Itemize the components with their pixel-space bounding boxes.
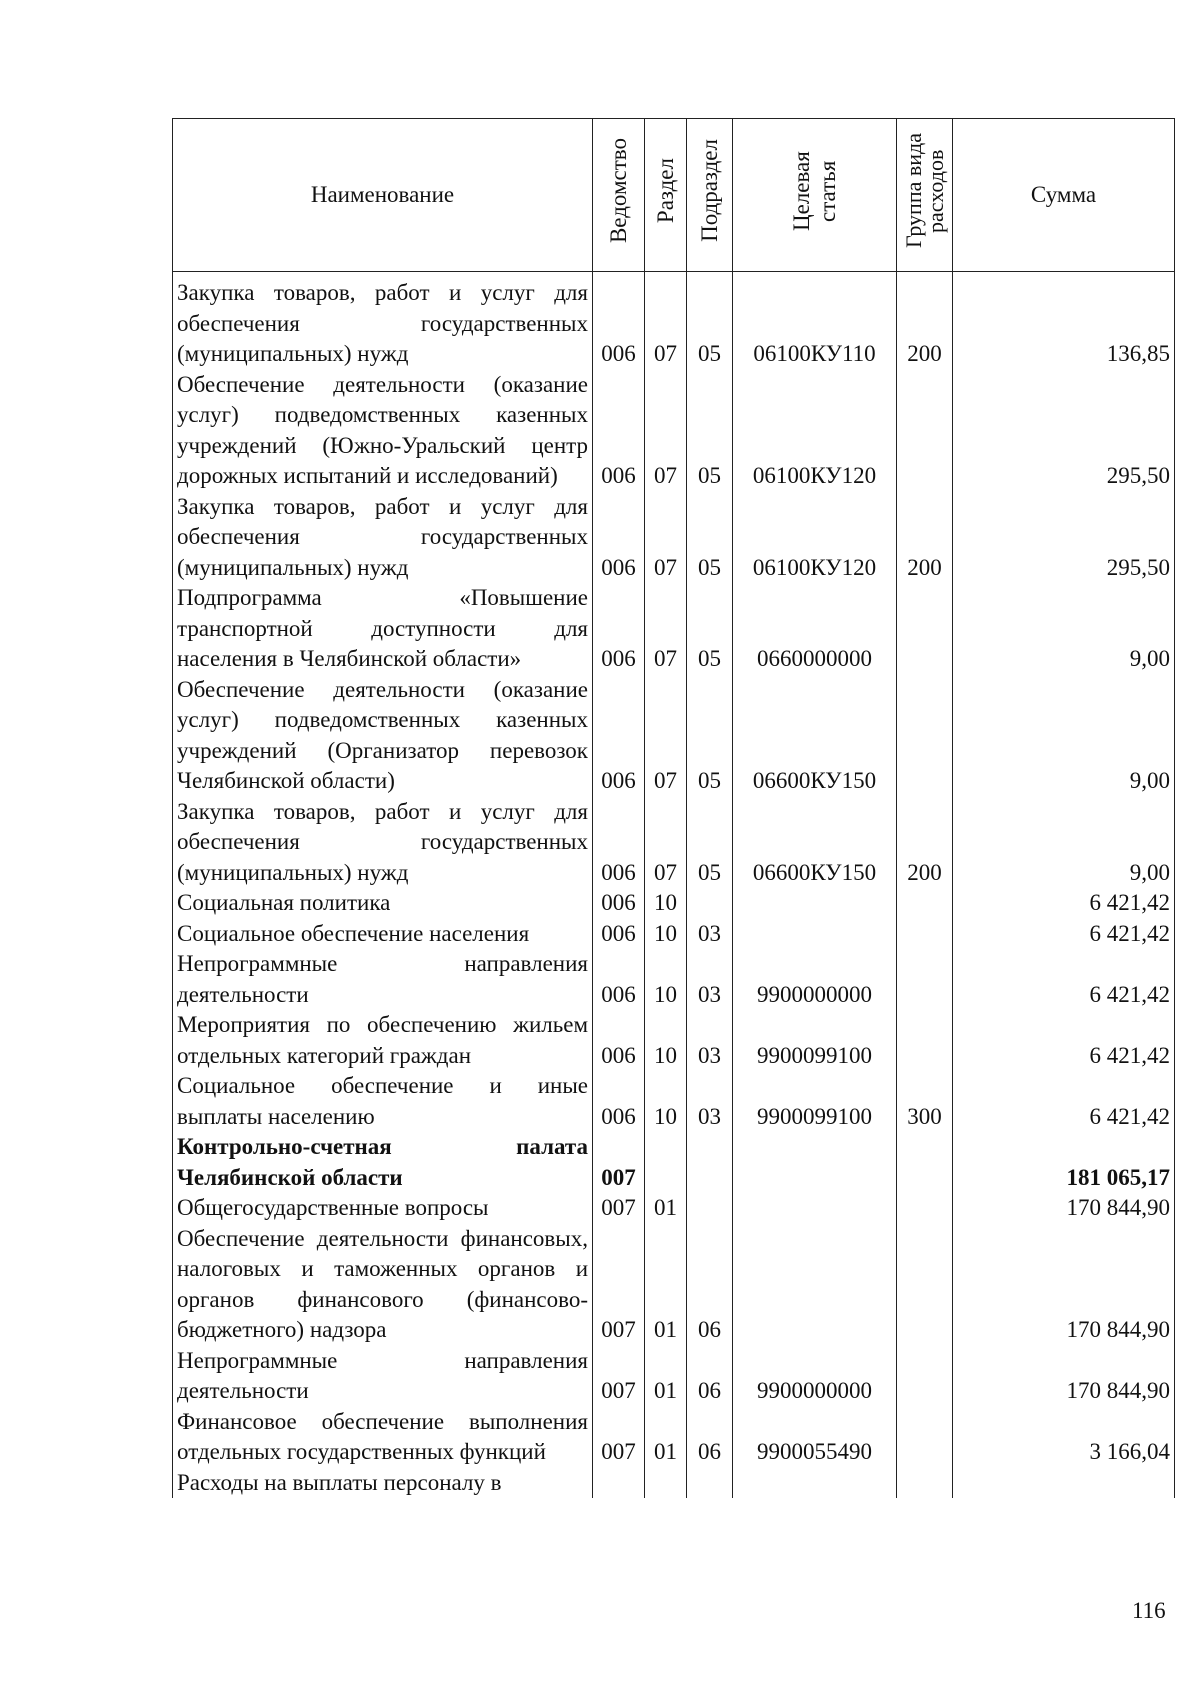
row-name: Непрограммные направления деятельности bbox=[173, 1346, 593, 1407]
table-row bbox=[173, 797, 1175, 889]
row-dept: 006 bbox=[593, 1010, 645, 1071]
row-dept: 007 bbox=[593, 1346, 645, 1407]
row-group bbox=[897, 370, 953, 492]
row-name: Социальное обеспечение и иные выплаты населению bbox=[173, 1071, 593, 1132]
row-name: Закупка товаров, работ и услуг для обеспечения государственных (муниципальных) нужд bbox=[173, 272, 593, 370]
row-name: Мероприятия по обеспечению жильем отдельных категорий граждан bbox=[173, 1010, 593, 1071]
table-row bbox=[173, 1468, 1175, 1499]
table-row bbox=[173, 272, 1175, 370]
row-dept: 007 bbox=[593, 1132, 645, 1193]
row-group bbox=[897, 888, 953, 919]
row-section: 01 bbox=[645, 1224, 687, 1346]
row-name: Общегосударственные вопросы bbox=[173, 1193, 593, 1224]
row-dept: 006 bbox=[593, 370, 645, 492]
row-name: Закупка товаров, работ и услуг для обеспечения государственных (муниципальных) нужд bbox=[173, 797, 593, 889]
row-dept: 006 bbox=[593, 1071, 645, 1132]
row-sum: 170 844,90 bbox=[953, 1346, 1175, 1407]
row-section: 10 bbox=[645, 949, 687, 1010]
row-sum: 9,00 bbox=[953, 583, 1175, 675]
row-subsection bbox=[687, 1468, 733, 1499]
row-group bbox=[897, 1346, 953, 1407]
row-section: 10 bbox=[645, 888, 687, 919]
row-sum: 170 844,90 bbox=[953, 1224, 1175, 1346]
row-dept: 006 bbox=[593, 492, 645, 584]
row-sum: 9,00 bbox=[953, 797, 1175, 889]
row-sum: 6 421,42 bbox=[953, 1010, 1175, 1071]
row-section: 10 bbox=[645, 919, 687, 950]
table-row bbox=[173, 675, 1175, 797]
row-subsection bbox=[687, 1132, 733, 1193]
row-sum: 6 421,42 bbox=[953, 949, 1175, 1010]
row-section: 01 bbox=[645, 1407, 687, 1468]
row-group bbox=[897, 675, 953, 797]
row-dept: 006 bbox=[593, 675, 645, 797]
row-dept: 006 bbox=[593, 949, 645, 1010]
table-row bbox=[173, 492, 1175, 584]
row-subsection: 03 bbox=[687, 919, 733, 950]
row-name: Расходы на выплаты персоналу в bbox=[173, 1468, 593, 1499]
row-group bbox=[897, 949, 953, 1010]
row-name: Финансовое обеспечение выполнения отдельных государственных функций bbox=[173, 1407, 593, 1468]
table-row bbox=[173, 1346, 1175, 1407]
row-dept: 007 bbox=[593, 1193, 645, 1224]
header-target: Целевая статья bbox=[733, 119, 897, 272]
table-row bbox=[173, 1224, 1175, 1346]
header-group: Группа вида расходов bbox=[897, 119, 953, 272]
row-name: Подпрограмма «Повышение транспортной доступности для населения в Челябинской области» bbox=[173, 583, 593, 675]
header-section: Раздел bbox=[645, 119, 687, 272]
row-name: Социальное обеспечение населения bbox=[173, 919, 593, 950]
row-target: 0660000000 bbox=[733, 583, 897, 675]
row-target: 06100КУ120 bbox=[733, 492, 897, 584]
row-group: 200 bbox=[897, 272, 953, 370]
row-target: 06100КУ120 bbox=[733, 370, 897, 492]
row-subsection: 06 bbox=[687, 1346, 733, 1407]
row-subsection bbox=[687, 1193, 733, 1224]
row-target: 9900099100 bbox=[733, 1071, 897, 1132]
row-subsection: 05 bbox=[687, 492, 733, 584]
table-row bbox=[173, 1132, 1175, 1193]
row-group bbox=[897, 1224, 953, 1346]
row-dept bbox=[593, 1468, 645, 1499]
row-subsection: 06 bbox=[687, 1224, 733, 1346]
table-row bbox=[173, 1407, 1175, 1468]
row-group bbox=[897, 583, 953, 675]
header-dept: Ведомство bbox=[593, 119, 645, 272]
table-row bbox=[173, 919, 1175, 950]
header-sum: Сумма bbox=[953, 119, 1175, 272]
row-section: 10 bbox=[645, 1010, 687, 1071]
table-row bbox=[173, 370, 1175, 492]
row-name: Социальная политика bbox=[173, 888, 593, 919]
row-section: 10 bbox=[645, 1071, 687, 1132]
row-section bbox=[645, 1132, 687, 1193]
row-dept: 006 bbox=[593, 583, 645, 675]
row-section: 07 bbox=[645, 272, 687, 370]
row-section bbox=[645, 1468, 687, 1499]
row-name: Закупка товаров, работ и услуг для обеспечения государственных (муниципальных) нужд bbox=[173, 492, 593, 584]
row-subsection: 05 bbox=[687, 272, 733, 370]
row-group bbox=[897, 1132, 953, 1193]
row-target bbox=[733, 888, 897, 919]
row-sum: 295,50 bbox=[953, 492, 1175, 584]
row-name: Обеспечение деятельности (оказание услуг) подведомственных казенных учреждений (Южно-Уральский центр дорожных испытаний и исследований) bbox=[173, 370, 593, 492]
row-section: 01 bbox=[645, 1346, 687, 1407]
row-dept: 007 bbox=[593, 1224, 645, 1346]
row-subsection: 05 bbox=[687, 675, 733, 797]
row-sum: 170 844,90 bbox=[953, 1193, 1175, 1224]
row-group bbox=[897, 1468, 953, 1499]
row-subsection: 06 bbox=[687, 1407, 733, 1468]
header-subsection: Подраздел bbox=[687, 119, 733, 272]
row-sum: 295,50 bbox=[953, 370, 1175, 492]
row-group: 200 bbox=[897, 797, 953, 889]
row-sum: 6 421,42 bbox=[953, 888, 1175, 919]
row-sum: 3 166,04 bbox=[953, 1407, 1175, 1468]
row-sum: 6 421,42 bbox=[953, 919, 1175, 950]
row-target: 9900099100 bbox=[733, 1010, 897, 1071]
row-name: Обеспечение деятельности (оказание услуг) подведомственных казенных учреждений (Организатор перевозок Челябинской области) bbox=[173, 675, 593, 797]
row-sum: 136,85 bbox=[953, 272, 1175, 370]
table-row bbox=[173, 888, 1175, 919]
row-target bbox=[733, 1193, 897, 1224]
row-subsection: 05 bbox=[687, 797, 733, 889]
row-target: 06600КУ150 bbox=[733, 797, 897, 889]
table-row bbox=[173, 1010, 1175, 1071]
row-group bbox=[897, 1407, 953, 1468]
row-section: 01 bbox=[645, 1193, 687, 1224]
row-dept: 006 bbox=[593, 797, 645, 889]
row-subsection: 03 bbox=[687, 949, 733, 1010]
row-target: 9900000000 bbox=[733, 1346, 897, 1407]
row-target: 06600КУ150 bbox=[733, 675, 897, 797]
row-name: Непрограммные направления деятельности bbox=[173, 949, 593, 1010]
row-sum: 6 421,42 bbox=[953, 1071, 1175, 1132]
row-dept: 006 bbox=[593, 272, 645, 370]
row-group: 200 bbox=[897, 492, 953, 584]
row-group bbox=[897, 1193, 953, 1224]
row-subsection bbox=[687, 888, 733, 919]
table-row bbox=[173, 583, 1175, 675]
row-subsection: 03 bbox=[687, 1010, 733, 1071]
table-row bbox=[173, 949, 1175, 1010]
row-dept: 007 bbox=[593, 1407, 645, 1468]
table-row bbox=[173, 1193, 1175, 1224]
table-body bbox=[173, 272, 1175, 1499]
row-target: 9900000000 bbox=[733, 949, 897, 1010]
row-section: 07 bbox=[645, 370, 687, 492]
row-section: 07 bbox=[645, 583, 687, 675]
row-subsection: 05 bbox=[687, 583, 733, 675]
row-dept: 006 bbox=[593, 888, 645, 919]
row-target bbox=[733, 1468, 897, 1499]
row-sum: 181 065,17 bbox=[953, 1132, 1175, 1193]
row-target bbox=[733, 919, 897, 950]
row-group bbox=[897, 1010, 953, 1071]
row-target: 06100КУ110 bbox=[733, 272, 897, 370]
row-target: 9900055490 bbox=[733, 1407, 897, 1468]
row-target bbox=[733, 1132, 897, 1193]
row-section: 07 bbox=[645, 675, 687, 797]
row-group: 300 bbox=[897, 1071, 953, 1132]
row-sum: 9,00 bbox=[953, 675, 1175, 797]
budget-table bbox=[172, 118, 1175, 1498]
row-name: Обеспечение деятельности финансовых, налоговых и таможенных органов и органов финансового (финансово-бюджетного) надзора bbox=[173, 1224, 593, 1346]
row-section: 07 bbox=[645, 492, 687, 584]
table-row bbox=[173, 1071, 1175, 1132]
row-subsection: 03 bbox=[687, 1071, 733, 1132]
page-number: 116 bbox=[1132, 1598, 1166, 1623]
row-subsection: 05 bbox=[687, 370, 733, 492]
table-header bbox=[173, 119, 1175, 272]
header-name: Наименование bbox=[173, 119, 593, 272]
row-group bbox=[897, 919, 953, 950]
row-dept: 006 bbox=[593, 919, 645, 950]
row-target bbox=[733, 1224, 897, 1346]
row-section: 07 bbox=[645, 797, 687, 889]
row-sum bbox=[953, 1468, 1175, 1499]
row-name: Контрольно-счетная палата Челябинской области bbox=[173, 1132, 593, 1193]
